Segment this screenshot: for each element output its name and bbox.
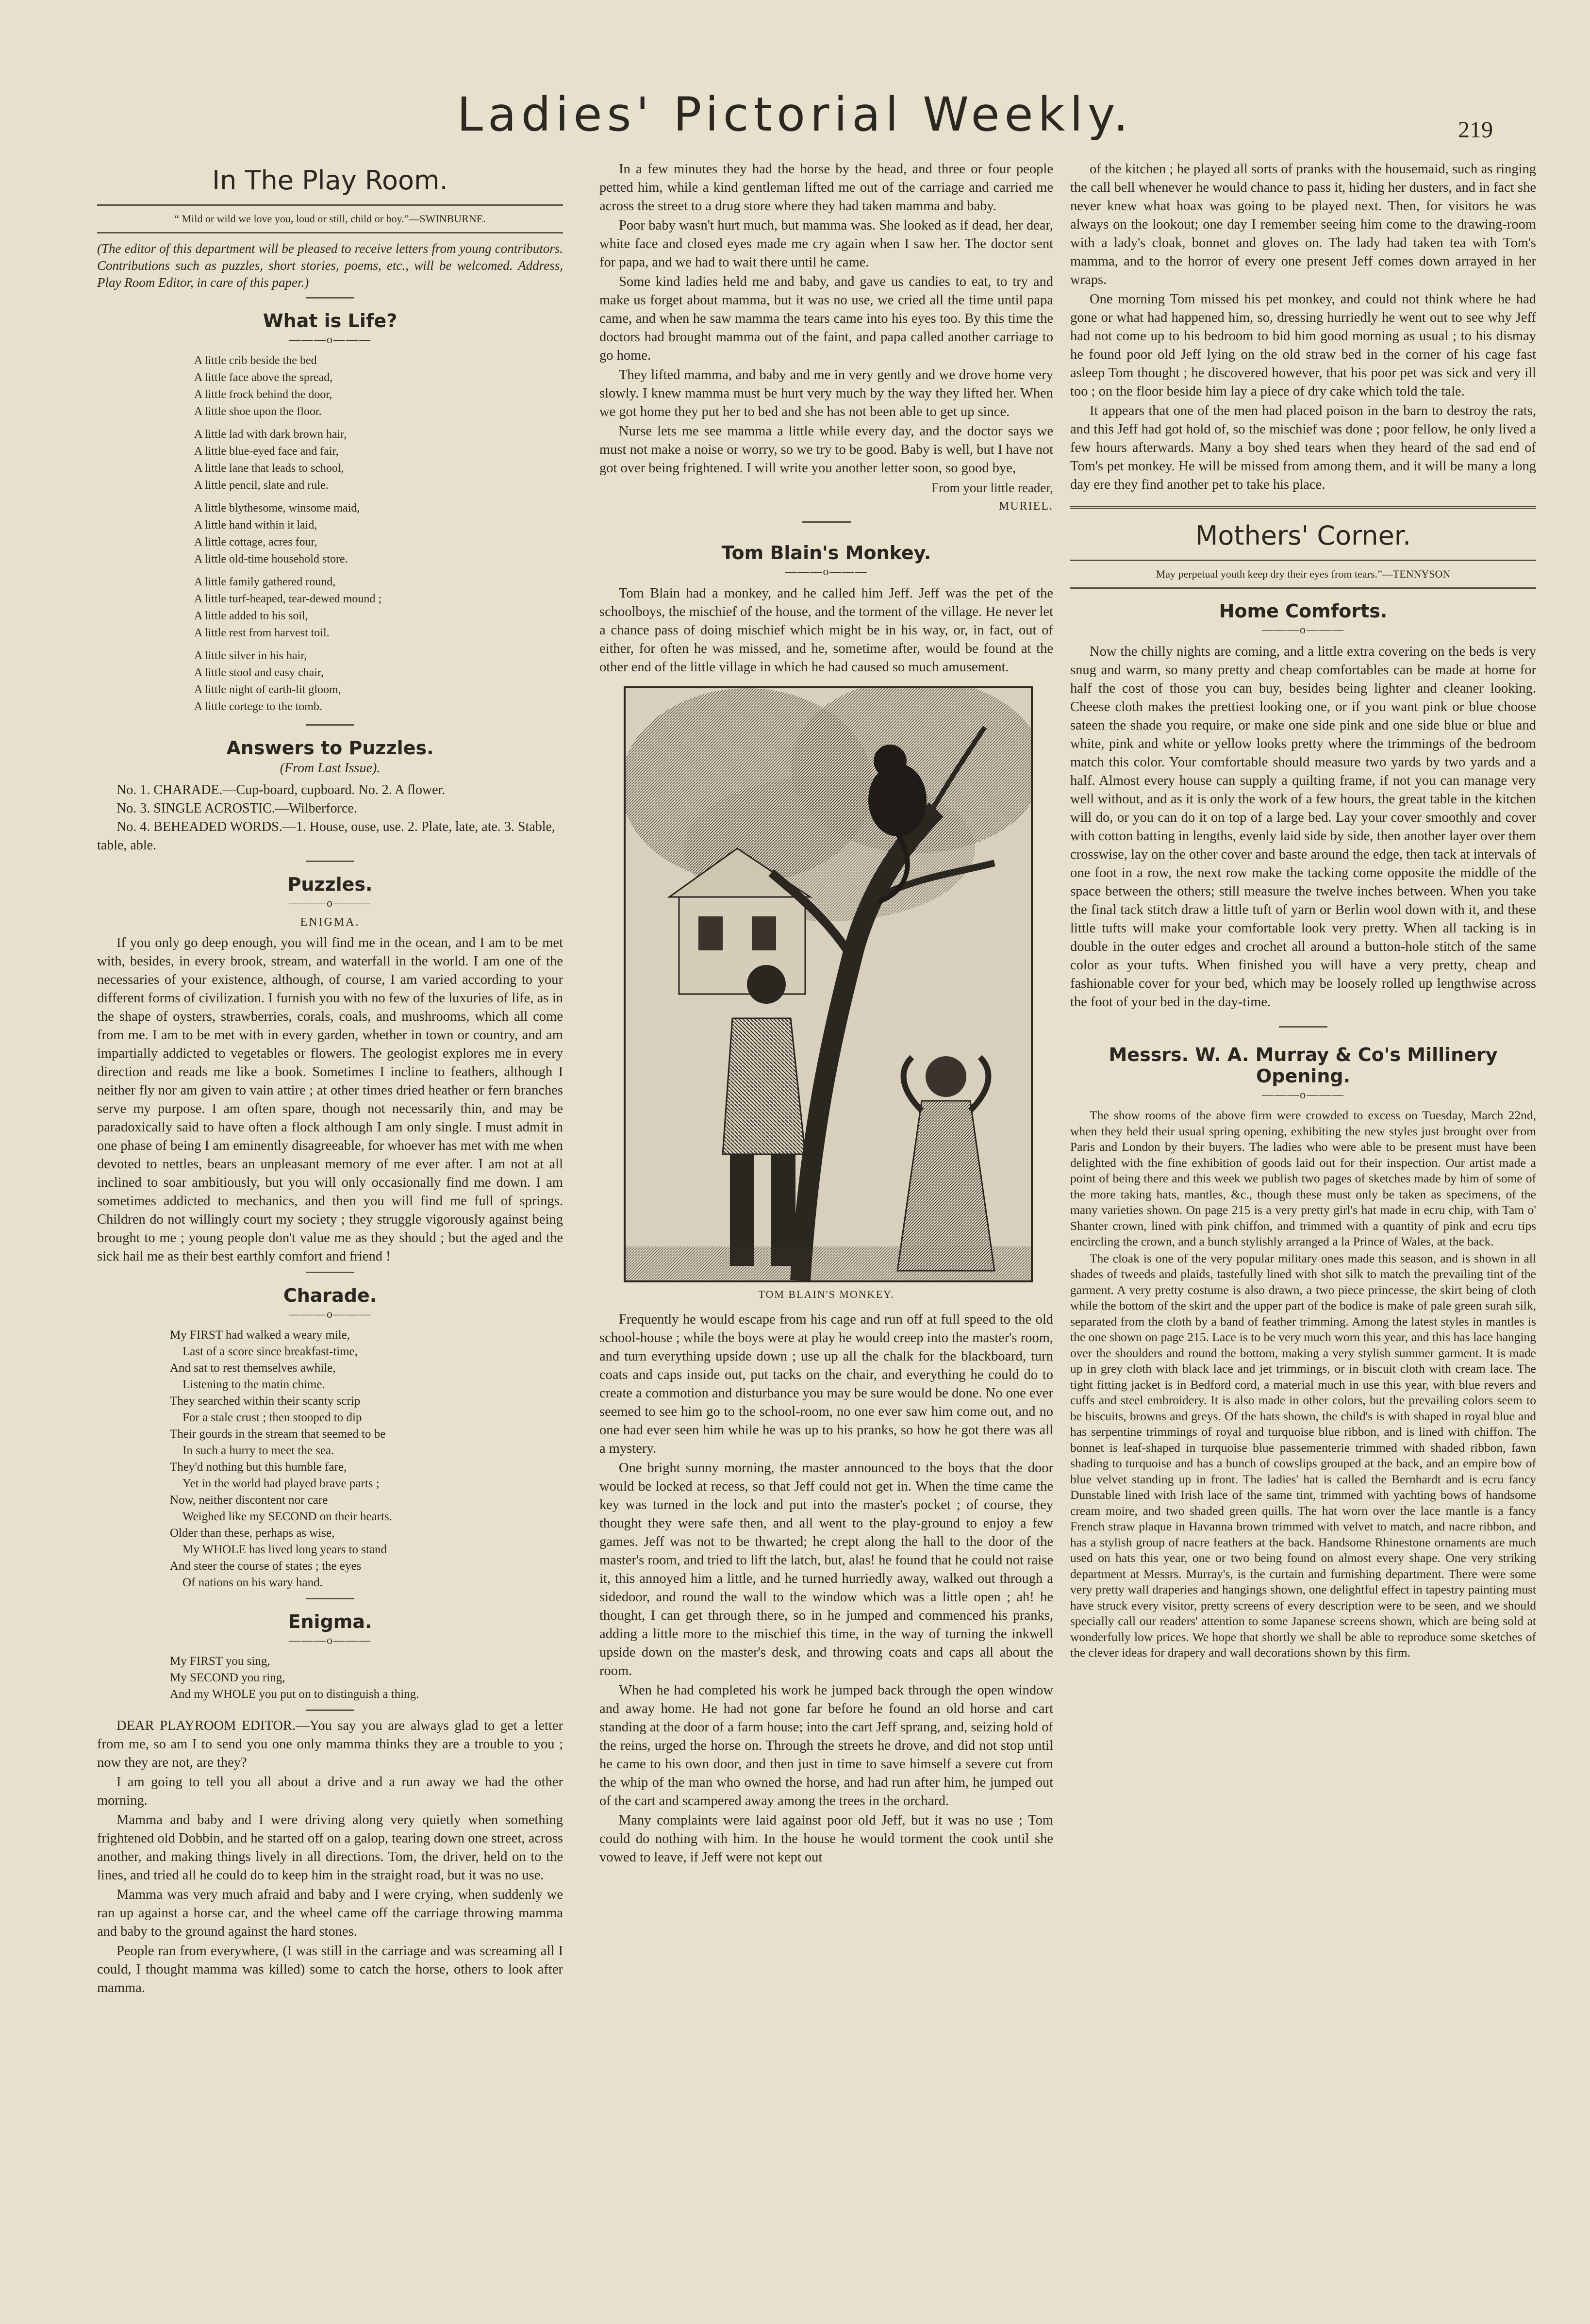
divider xyxy=(802,521,851,523)
story-paragraph: One morning Tom missed his pet monkey, and could not think where he had gone or what had happened him, so, dressing hurriedly he went out to see why Jeff had not come up to his bedroom to bid him good morning as usual ; to his dismay he found poor old Jeff lying on the old straw bed in the corner of his cage fast asleep Tom thought ; he discovered however, that his poor pet was sick and very ill too ; on the floor beside him lay a piece of dry cake which told the tale. xyxy=(1070,292,1536,399)
poem-line: A little lad with dark brown hair, xyxy=(194,428,347,441)
story-paragraph: Many complaints were laid against poor old Jeff, but it was no use ; Tom could do nothing with him. In the house he would torment the cook until she vowed to leave, if Jeff were not kept out xyxy=(599,1813,1053,1865)
charade-line: Yet in the world had played brave parts ; xyxy=(182,1477,380,1490)
letter-part-2 xyxy=(599,160,1053,478)
poem-line: A little crib beside the bed xyxy=(194,354,317,367)
divider xyxy=(1070,587,1536,589)
charade-line: Listening to the matin chime. xyxy=(182,1378,325,1391)
letter-paragraph: Some kind ladies held me and baby, and gave us candies to eat, to try and make us forget about mamma, but it was no use, we cried all the time until papa came, and when he saw mamma the tears came into his eyes too. By this time the doctors had brought mamma out of the faint, and papa called another carriage to go home. xyxy=(599,274,1053,363)
poem-line: A little blue-eyed face and fair, xyxy=(194,445,339,458)
poem-line: A little cortege to the tomb. xyxy=(194,700,322,713)
divider xyxy=(1279,1026,1327,1028)
enigma2-poem xyxy=(170,1653,563,1703)
letter-paragraph: People ran from everywhere, (I was still in the carriage and was screaming all I could, I thought mamma was killed) some to catch the horse, others to look after mamma. xyxy=(97,1943,563,1995)
murray-paragraph: The show rooms of the above firm were crowded to excess on Tuesday, March 22nd, when they held their usual spring opening, exhibiting the new styles just brought over from Paris and London by their buyers. The ladies who were able to be present must have been delighted with the fine exhibition of goods laid out for their inspection. Our artist made a point of being there and this week we publish two pages of sketches made by him of some of the more taking hats, mantles, &c., though these must only be taken as specimens, of the many varieties shown. On page 215 is a very pretty girl's hat made in ecru chip, with Tam o' Shanter crown, lined with pink chiffon, and trimmed with a quantity of pink and ecru tips encircling the crown, and a bunch stylishly arranged a la Prince of Wales, at the back. xyxy=(1070,1108,1536,1248)
poem-line: A little pencil, slate and rule. xyxy=(194,479,329,492)
poem-line: A little hand within it laid, xyxy=(194,519,317,531)
puzzles-title: Puzzles. xyxy=(287,874,373,895)
stanza-gap xyxy=(194,494,563,500)
letter-part-1 xyxy=(97,1717,563,1997)
story-paragraph: It appears that one of the men had placed poison in the barn to destroy the rats, and this Jeff had got hold of, so the mischief was done ; poor fellow, he only lived a few hours afterwards. Many a boy shed tears when they heard of the sad end of Tom's pet monkey. He will be missed from among them, and it will be many a long day ere they find another pet to take his place. xyxy=(1070,403,1536,492)
column-3 xyxy=(1070,160,1536,1662)
charade-line: And steer the course of states ; the eyes xyxy=(170,1560,362,1573)
poem-line: A little face above the spread, xyxy=(194,371,333,384)
poem-line: A little stool and easy chair, xyxy=(194,666,324,679)
divider xyxy=(97,232,563,233)
answer-line: No. 3. SINGLE ACROSTIC.—Wilberforce. xyxy=(116,801,357,816)
charade-line: They searched within their scanty scrip xyxy=(170,1394,361,1408)
charade-line: My FIRST had walked a weary mile, xyxy=(170,1328,350,1342)
divider xyxy=(306,861,354,862)
column-2 xyxy=(599,160,1053,1868)
editor-note: (The editor of this department will be pleased to receive letters from young contributors. Contributions such as puzzles, short stories, poems, etc., will be welcomed. Address, Play Room Editor, in care of this paper.) xyxy=(97,241,563,290)
poem-line: A little turf-heaped, tear-dewed mound ; xyxy=(194,593,382,605)
story-paragraph: When he had completed his work he jumped back through the open window and away home. He had not gone far before he found an old horse and cart standing at the door of a farm house; into the cart Jeff sprang, and, seizing hold of the reins, urged the horse on. Through the streets he drove, and did not stop until he came to his own door, and then just in time to save himself a severe cut from the whip of the man who owned the horse, and had run after him, he jumped out of the cart and scampered away among the trees in the orchard. xyxy=(599,1683,1053,1809)
home-comforts-text: Now the chilly nights are coming, and a little extra covering on the beds is very snug and warm, so many pretty and cheap comfortables can be made at home for half the cost of those you can buy, besides being lighter and cleaner looking. Cheese cloth makes the prettiest looking one, or if you want pink or blue choose sateen the shade you require, or make one side pink and one side blue or blue and white, pink and white or yellow looks pretty where the trimmings of the bedroom match this color. Your comfortable should measure two yards by two yards and a half. Almost every house can supply a quilting frame, if not you can manage very well without, and as it is only the work of a few hours, the great table in the kitchen will do, or you can do it on top of a large bed. Lay your cover smoothly and cover with cotton batting in lengths, evenly laid side by side, then another layer over them crosswise, lay on the other cover and baste around the edge, then tack at intervals of one foot in a row, the next row make the tacking come opposite the middle of the space between the others; still measure the twelve inches between. When you take the final tack stitch draw a little tuft of yarn or Berlin wool down with it, and these little tufts will make your comfortable look very pretty. When all tacking is in double in the outer edges and crochet all around a button-hole stitch of the same color as your tufts. When finished you will have a very pretty, cheap and fashionable cover for your bed, which may be loosely rolled up lengthwise across the foot of your bed in the day-time. xyxy=(1070,644,1536,1010)
divider xyxy=(1070,506,1536,509)
letter-paragraph: They lifted mamma, and baby and me in very gently and we drove home very slowly. I knew mamma must be hurt very much by the way they lifted her. When we got home they put her to bed and she has not been able to get up since. xyxy=(599,367,1053,419)
enigma2-line: My SECOND you ring, xyxy=(170,1671,285,1684)
charade-line: In such a hurry to meet the sea. xyxy=(182,1444,334,1457)
charade-line: For a stale crust ; then stooped to dip xyxy=(182,1411,362,1424)
letter-paragraph: DEAR PLAYROOM EDITOR.—You say you are always glad to get a letter from me, so am I to send you one only mamma thinks they are a trouble to you ; now they are not, are they? xyxy=(97,1718,563,1770)
answers-title: Answers to Puzzles. xyxy=(226,737,434,759)
divider xyxy=(306,1272,354,1273)
letter-paragraph: Nurse lets me see mamma a little while every day, and the doctor says we must not make a noise or worry, so we try to be good. Baby is well, but I have not got over being frightened. I will write you another letter soon, so good bye, xyxy=(599,424,1053,476)
story-intro: Tom Blain had a monkey, and he called him Jeff. Jeff was the pet of the schoolboys, the mischief of the house, and the torment of the village. He never let a chance pass of doing mischief which might be in his way, or, in fact, out of either, for often he was missed, and he, sometime after, would be found at the other end of the little village in which he had caused so much amusement. xyxy=(599,586,1053,675)
ornament xyxy=(599,565,1053,579)
home-comforts-title: Home Comforts. xyxy=(1219,600,1388,622)
poem-line: A little cottage, acres four, xyxy=(194,536,317,548)
story-paragraph: One bright sunny morning, the master announced to the boys that the door would be locked at recess, so that Jeff could not get in. When the time came the key was turned in the lock and put into the master's pocket ; of course, they thought they were safe then, and all went to the play-ground to enjoy a few games. Jeff was not to be thwarted; he crept along the hall to the door of the master's room, and tried to lift the latch, but, alas! he found that he could not raise it, this annoyed him a little, and he turned hurriedly away, walked out through a sidedoor, and round the wall to the window which was a little open ; ah! he thought, I can get through there, so in he jumped and commenced his pranks, adding a little more to the mischief this time, in the way of turning the inkwell upside down on the master's desk, and throwing coats and caps all about the room. xyxy=(599,1461,1053,1678)
monkey-story-body xyxy=(599,1311,1053,1867)
page-number: 219 xyxy=(1458,117,1493,143)
play-room-title: In The Play Room. xyxy=(212,165,448,196)
engraving-image xyxy=(626,688,1031,1280)
play-room-epigraph: “ Mild or wild we love you, loud or still, child or boy.”—SWINBURNE. xyxy=(174,213,486,225)
enigma2-line: My FIRST you sing, xyxy=(170,1655,270,1668)
mothers-corner-title: Mothers' Corner. xyxy=(1195,520,1411,551)
enigma-text: If you only go deep enough, you will find me in the ocean, and I am to be met with, besides, in every brook, stream, and waterfall in the world. I am one of the necessaries of your existence, although, of course, I am varied according to your different forms of civilization. I furnish you with no few of the luxuries of life, as in the shape of oysters, strawberries, corals, coals, and mushrooms, which all come from me. I am to be met with in every garden, whether in town or country, and am impartially addicted to vegetables or flowers. The geologist explores me in every direction and reads me like a book. Sometimes I incline to feathers, although I neither fly nor am given to vain attire ; at other times dried heather or fern branches serve my purpose. I am often spare, though not necessarily thin, and may be paradoxically said to have often a flock although I am only single. I must admit in one phase of being I am eminently disagreeable, for whoever has met with me when devoted to nettles, bears an unpleasant memory of me ever after. I am not at all inclined to soar ambitiously, but you will only occasionally find me down. I am sometimes addicted to mechanics, and then you will find me full of springs. Children do not willingly court my society ; they struggle vigorously against being brought to me ; young people don't value me as they should ; but the aged and the sick hail me as their best earthly comfort and friend ! xyxy=(97,935,563,1264)
divider xyxy=(306,297,354,299)
murray-paragraph: The cloak is one of the very popular military ones made this season, and is shown in all shades of tweeds and plaids, tastefully lined with shot silk to match the prevailing tint of the garment. A very pretty costume is also drawn, a two piece princesse, the skirt being of cloth while the bottom of the skirt and the upper part of the bodice is make of pale green surah silk, separated from the cloth by a band of feather trimming. Among the latest styles in mantles is the one shown on page 215. Lace is to be very much worn this year, and this has lace hanging over the shoulders and round the bottom, making a very stylish summer garment. It is made up in grey cloth with black lace and jet trimmings, or in biscuit cloth with cream lace. The tight fitting jacket is in Bedford cord, a material much in use this year, with blue revers and cuffs and steel embroidery. It is also made in other colors, but the prevailing colors seem to be biscuits, browns and greys. Of the hats shown, the child's is with shaped in royal blue and has serpentine trimmings of royal and turquoise blue ribbon, and is lined with chiffon. The bonnet is leaf-shaped in turquoise blue passementerie trimmed with shaded ribbon, fawn shading to turquoise and has a bunch of cowslips grouped at the back, and an empire bow of blue velvet standing up in front. The ladies' hat is called the Bernhardt and is ecru fancy Dunstable lined with Irish lace of the same tint, trimmed with yachting bows of handsome cream moire, and two shaded green quills. The hat worn over the lace mantle is a fancy French straw plaque in Havanna brown trimmed with velvet to match, and nacre ribbon, and has a stylish group of nacre feathers at the back. Handsome Rhinestone ornaments are much used on hats this year, one or two being found on almost every shape. One very striking department at Messrs. Murray's, is the curtain and furnishing department. There were some very pretty wall draperies and hangings shown, one delightful effect in tapestry painting must have struck every visitor, pretty screens of every description were to be seen, and we should specially call our readers' attention to some Japanese screens shown, which are being sold at wonderfully low prices. We hope that shortly we shall be able to reproduce some sketches of the clever ideas for drapery and wall decorations shown by this firm. xyxy=(1070,1251,1536,1660)
poem-line: A little shoe upon the floor. xyxy=(194,405,322,418)
ornament xyxy=(97,1308,563,1321)
poem-title: What is Life? xyxy=(263,310,398,332)
charade-line: Last of a score since breakfast-time, xyxy=(182,1345,358,1358)
enigma2-title: Enigma. xyxy=(288,1611,372,1632)
murray-title: Messrs. W. A. Murray & Co's Millinery Opening. xyxy=(1109,1044,1498,1087)
charade-line: They'd nothing but this humble fare, xyxy=(170,1461,347,1474)
charade-line: Their gourds in the stream that seemed to be xyxy=(170,1428,386,1441)
ornament xyxy=(97,333,563,347)
letter-paragraph: Mamma was very much afraid and baby and I were crying, when suddenly we ran up against a horse car, and the wheel came off the carriage throwing mamma and baby to the ground against the hard stones. xyxy=(97,1887,563,1939)
ornament xyxy=(1070,624,1536,637)
charade-line: Older than these, perhaps as wise, xyxy=(170,1527,335,1540)
ornament xyxy=(1070,1089,1536,1102)
story-paragraph: of the kitchen ; he played all sorts of pranks with the housemaid, such as ringing the call bell whenever he would chance to pass it, hiding her dusters, and in fact she never knew what hoax was going to be played next. Then, for visitors he was always on the lookout; one day I remember seeing him come to the drawing-room with a lady's cloak, bonnet and gloves on. The lady had taken tea with Tom's mamma, and to the horror of every one present Jeff comes down arrayed in her wraps. xyxy=(1070,162,1536,287)
monkey-story-title: Tom Blain's Monkey. xyxy=(721,542,931,564)
divider xyxy=(1070,560,1536,561)
answer-line: No. 4. BEHEADED WORDS.—1. House, ouse, use. 2. Plate, late, ate. 3. Stable, table, able. xyxy=(97,819,555,853)
ornament xyxy=(97,897,563,910)
charade-poem xyxy=(170,1327,563,1591)
poem-line: A little blythesome, winsome maid, xyxy=(194,502,360,515)
monkey-story-continued xyxy=(1070,160,1536,494)
poem-what-is-life xyxy=(194,352,563,715)
letter-paragraph: Poor baby wasn't hurt much, but mamma was. She looked as if dead, her dear, white face and closed eyes made me cry again when I saw her. The doctor sent for papa, and we had to wait there until he came. xyxy=(599,218,1053,270)
divider xyxy=(306,1598,354,1599)
poem-line: A little frock behind the door, xyxy=(194,388,332,401)
divider xyxy=(97,204,563,206)
stanza-gap xyxy=(194,420,563,426)
charade-line: My WHOLE has lived long years to stand xyxy=(182,1543,387,1556)
poem-line: A little night of earth-lit gloom, xyxy=(194,683,341,696)
letter-signature: MURIEL. xyxy=(999,500,1053,513)
charade-line: Weighed like my SECOND on their hearts. xyxy=(182,1510,392,1523)
poem-line: A little family gathered round, xyxy=(194,576,336,588)
poem-line: A little added to his soil, xyxy=(194,610,308,622)
divider xyxy=(306,724,354,726)
story-paragraph: Frequently he would escape from his cage and run off at full speed to the old school-house ; while the boys were at play he would creep into the master's room, and turn everything upside down ; use up all the chalk for the blackboard, turn coats and caps inside out, put tacks on the chair, and everything he could do to create a commotion and disturbance you may be sure would be done. No one ever seemed to see him go to the school-room, no one ever saw him come out, and no one had ever seen him while he was up to his pranks, so how he got there was all a mystery. xyxy=(599,1312,1053,1456)
letter-paragraph: In a few minutes they had the horse by the head, and three or four people petted him, while a kind gentleman lifted me out of the carriage and carried me across the street to a drug store where they had taken mamma and baby. xyxy=(599,162,1053,214)
column-1 xyxy=(97,160,563,1998)
poem-line: A little old-time household store. xyxy=(194,553,348,565)
charade-line: And sat to rest themselves awhile, xyxy=(170,1361,336,1375)
divider xyxy=(306,1710,354,1711)
poem-line: A little silver in his hair, xyxy=(194,649,307,662)
monkey-illustration xyxy=(624,686,1033,1282)
enigma2-line: And my WHOLE you put on to distinguish a thing. xyxy=(170,1688,419,1701)
stanza-gap xyxy=(194,568,563,574)
letter-paragraph: Mamma and baby and I were driving along very quietly when something frightened old Dobbin, and he started off on a galop, tearing down one street, across another, and making things lively in all directions. Tom, the driver, held on to the lines, and tried all he could do to keep him in the straight road, but it was no use. xyxy=(97,1812,563,1883)
poem-line: A little rest from harvest toil. xyxy=(194,627,330,639)
poem-line: A little lane that leads to school, xyxy=(194,462,344,475)
letter-paragraph: I am going to tell you all about a drive and a run away we had the other morning. xyxy=(97,1775,563,1808)
stanza-gap xyxy=(194,642,563,647)
charade-line: Now, neither discontent nor care xyxy=(170,1494,328,1507)
masthead-title: Ladies' Pictorial Weekly. xyxy=(457,87,1133,142)
ornament xyxy=(97,1634,563,1647)
answers-subtitle: (From Last Issue). xyxy=(280,761,381,776)
mothers-corner-epigraph: May perpetual youth keep dry their eyes from tears.”—TENNYSON xyxy=(1156,568,1451,580)
charade-line: Of nations on his wary hand. xyxy=(182,1576,323,1589)
answer-line: No. 1. CHARADE.—Cup-board, cupboard. No. 2. A flower. xyxy=(116,782,446,797)
charade-title: Charade. xyxy=(283,1285,377,1306)
letter-sign-off: From your little reader, xyxy=(931,481,1053,495)
enigma-label: ENIGMA. xyxy=(300,916,360,929)
murray-article xyxy=(1070,1108,1536,1661)
illustration-caption: TOM BLAIN'S MONKEY. xyxy=(758,1288,894,1300)
